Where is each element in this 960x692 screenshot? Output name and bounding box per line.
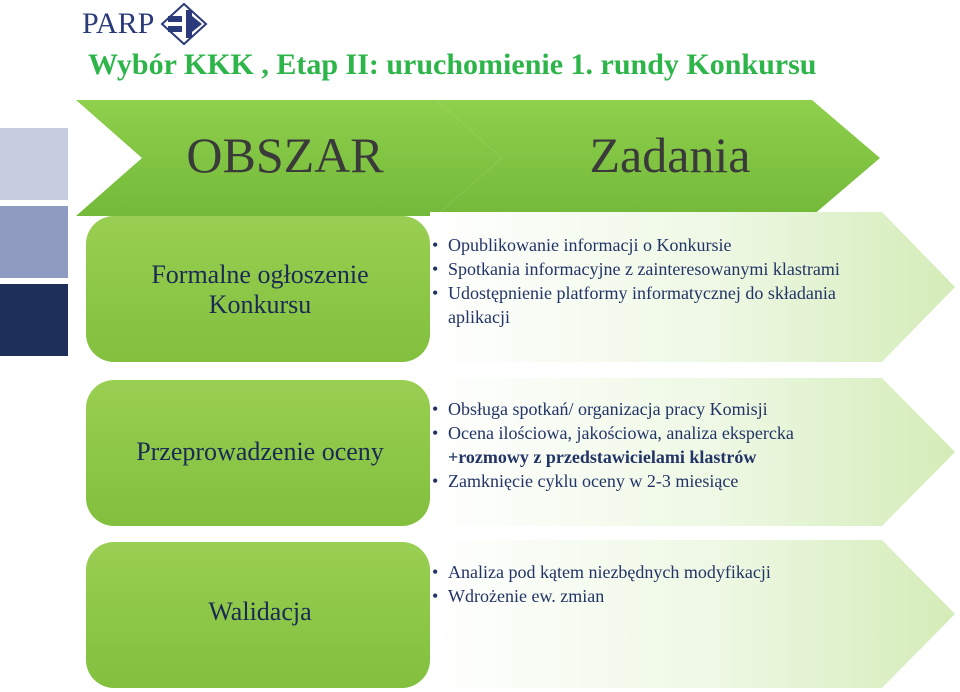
task-text: Wdrożenie ew. zmian [448,586,605,606]
task-text: Spotkania informacyjne z zainteresowanymi klastrami [448,259,840,279]
bullet-icon: • [432,235,439,255]
list-item [432,469,902,493]
list-item [432,281,888,329]
list-item [432,584,902,608]
task-text: Opublikowanie informacji o Konkursie [448,235,732,255]
task-text: Ocena ilościowa, jakościowa, analiza ekspercka [448,423,794,443]
bullet-icon: • [432,259,439,279]
bullet-icon: • [432,283,439,303]
area-label-1: Formalne ogłoszenie Konkursu [151,260,369,319]
page-title: Wybór KKK , Etap II: uruchomienie 1. rundy Konkursu [88,48,817,81]
list-item [432,560,902,584]
list-item [432,233,902,257]
task-list-3 [432,560,902,608]
header-obszar: OBSZAR [186,127,384,183]
bullet-icon: • [432,399,439,419]
logo-text: PARP [82,7,155,40]
header-zadania: Zadania [589,127,751,183]
bullet-icon: • [432,586,439,606]
task-text: Obsługa spotkań/ organizacja pracy Komisji [448,399,768,419]
area-label-3: Walidacja [208,597,312,626]
list-item [432,397,902,421]
list-item [432,421,902,445]
bullet-icon: • [432,471,439,491]
task-text: Analiza pod kątem niezbędnych modyfikacji [448,562,771,582]
area-label-2: Przeprowadzenie oceny [136,437,384,466]
bullet-icon: • [432,423,439,443]
bullet-icon: • [432,562,439,582]
task-text: Zamknięcie cyklu oceny w 2-3 miesiące [448,471,739,491]
task-list-2 [432,397,902,493]
list-item [432,257,902,281]
task-list-1 [432,233,902,329]
task-note: +rozmowy z przedstawicielami klastrów [448,447,757,467]
task-text: Udostępnienie platformy informatycznej do składania aplikacji [448,283,836,327]
